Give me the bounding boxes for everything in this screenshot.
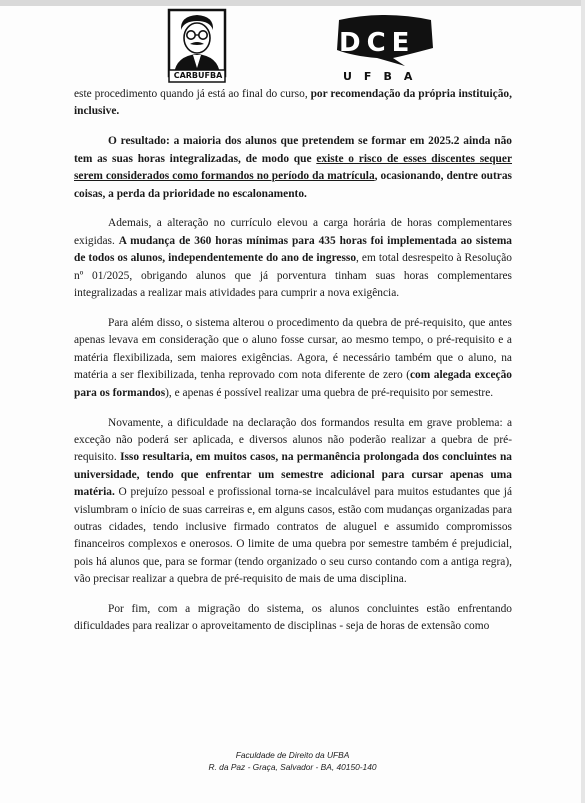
text-run: Ademais, a alteração no currículo elevou a carga horária de horas complementares exigidas. xyxy=(74,217,512,247)
footer-street: R. da Paz - Graça, Salvador - BA, 40150-140 xyxy=(208,762,377,772)
paragraph xyxy=(74,415,512,589)
footer-institution: Faculdade de Direito da UFBA xyxy=(235,750,350,760)
paragraph xyxy=(74,215,512,302)
text-run: Novamente, a dificuldade na declaração dos formandos resulta em grave problema: a exceção não poderá ser aplicada, e diversos alunos não poderão realizar a quebra de pré-requisito. xyxy=(74,416,512,464)
text-run: por recomendação da própria instituição, inclusive. xyxy=(74,88,512,118)
text-run: Por fim, com a migração do sistema, os alunos concluintes estão enfrentando dificuldades para realizar o aproveitamento de disciplinas - seja de horas de extensão como xyxy=(74,603,512,633)
text-run: O resultado: a maioria dos alunos que pretendem se formar em 2025.2 ainda não tem as suas horas integralizadas, de modo que xyxy=(74,135,512,165)
top-edge xyxy=(0,0,585,6)
text-run: Para além disso, o sistema alterou o procedimento da quebra de pré-requisito, que antes apenas levava em consideração que o aluno fosse cursar, ao mesmo tempo, o pré-requisito e a matéria flexibilizada, sem maiores exigências. Agora, é necessário também que o aluno, na matéria a ser flexibilizada, tenha reprovado com nota diferente de zero ( xyxy=(74,316,512,382)
text-run: ), e apenas é possível realizar uma quebra de pré-requisito por semestre. xyxy=(165,386,494,399)
footer-address xyxy=(0,749,585,773)
document-body xyxy=(74,86,512,648)
text-run: Isso resultaria, em muitos casos, na permanência prolongada dos concluintes na universidade, tendo que enfrentar um semestre adicional para cursar apenas uma matéria. xyxy=(74,451,512,499)
paragraph xyxy=(74,133,512,203)
text-run: A mudança de 360 horas mínimas para 435 horas foi implementada ao sistema de todos os alunos, independentemente do ano de ingresso xyxy=(74,234,512,265)
paragraph xyxy=(74,315,512,402)
text-run: , ocasionando, dentre outras coisas, a perda da prioridade no escalonamento. xyxy=(74,170,512,200)
carb-logo-label: CARBUFBA xyxy=(173,71,223,80)
text-run: existe o risco de esses discentes sequer serem considerados como formandos no período da matrícula xyxy=(74,152,512,183)
paragraph xyxy=(74,601,512,636)
right-edge xyxy=(581,0,585,803)
text-run: O prejuízo pessoal e profissional torna-se incalculável para muitos estudantes que já vislumbram o início de suas carreiras e, em alguns casos, estão com mudanças organizadas para outras cidades, tendo inclusive firmado contratos de aluguel e assumido compromissos financeiros complexos e onerosos. O limite de uma quebra por semestre também é prejudicial, pois há alunos que, para se formar (tendo organizado o seu curso contando com a antiga regra), vão precisar realizar a quebra de pré-requisito de mais de uma disciplina. xyxy=(74,486,512,586)
carb-ufba-logo xyxy=(166,8,228,84)
paragraph xyxy=(74,86,512,121)
text-run: com alegada exceção para os formandos xyxy=(74,369,512,399)
text-run: este procedimento quando já está ao final do curso, xyxy=(74,88,311,100)
dce-ufba-logo xyxy=(333,14,449,82)
text-run: , em total desrespeito à Resolução nº 01/2025, obrigando alunos que já porventura tinham suas horas complementares integralizadas a realizar mais atividades para cumprir a nova exigência. xyxy=(74,252,512,300)
dce-logo-letters: DCE xyxy=(339,28,416,58)
dce-logo-subtitle: UFBA xyxy=(343,70,425,83)
